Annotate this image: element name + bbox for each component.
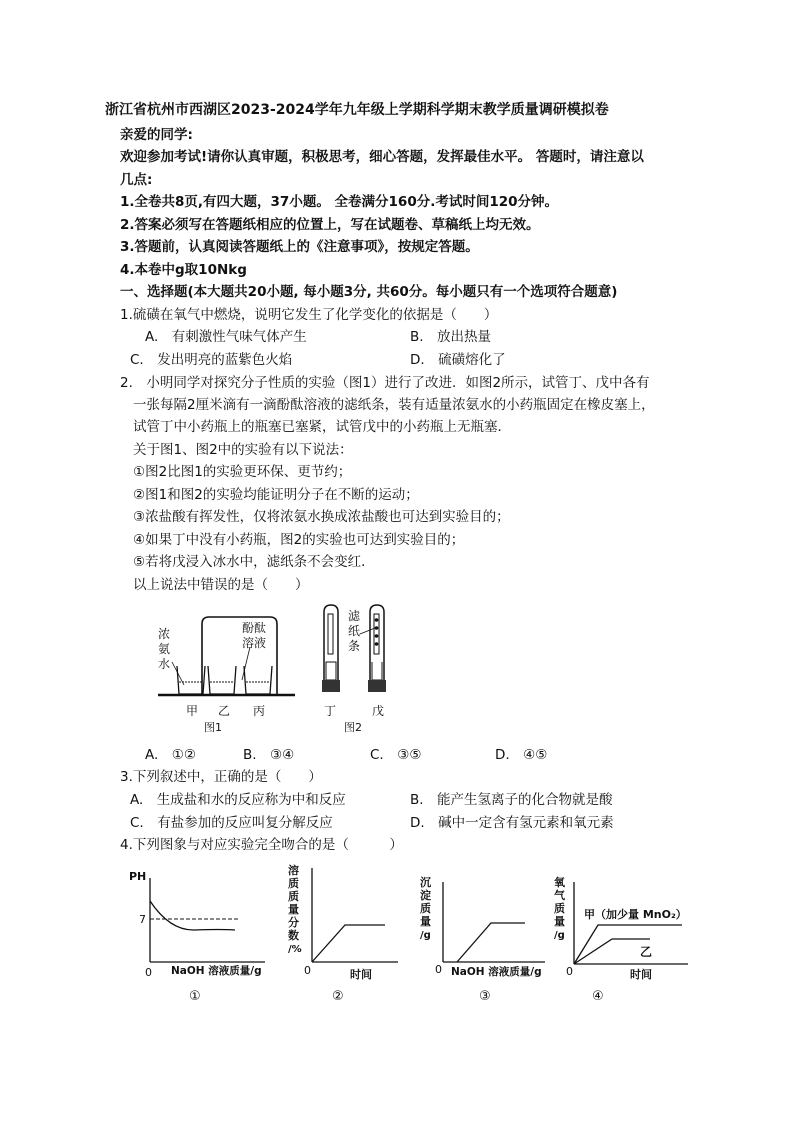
q2-statement-4: ④如果丁中没有小药瓶，图2的实验也可达到实验目的； — [133, 532, 465, 548]
fig2-paper-label-3: 条 — [348, 639, 361, 653]
q2-statement-3: ③浓盐酸有挥发性，仅将浓氨水换成浓盐酸也可达到实验目的； — [133, 509, 510, 525]
q2-statement-1: ①图2比图1的实验更环保、更节约； — [133, 464, 352, 480]
section-heading: 一、选择题(本大题共20小题, 每小题3分, 共60分。每小题只有一个选项符合题意) — [120, 284, 618, 300]
q2-option-b: B. ③④ — [243, 747, 295, 763]
q2-option-d: D. ④⑤ — [495, 747, 548, 763]
g4-ylabel-5: /g — [554, 930, 565, 941]
q3-option-c: C. 有盐参加的反应叫复分解反应 — [130, 815, 333, 831]
q4-graph-3-precipitate — [413, 872, 553, 1006]
g1-origin: 0 — [145, 966, 152, 979]
g2-ylabel-7: /% — [288, 944, 302, 955]
g2-ylabel-1: 溶 — [288, 864, 299, 877]
q1-option-a: A. 有刺激性气味气体产生 — [145, 329, 307, 345]
q2-statement-5: ⑤若将戊浸入冰水中，滤纸条不会变红． — [133, 554, 375, 570]
g1-ylabel: PH — [129, 870, 147, 883]
g4-ylabel-3: 质 — [554, 902, 565, 915]
g2-ylabel-2: 质 — [288, 877, 299, 890]
q1-option-c: C. 发出明亮的蓝紫色火焰 — [130, 352, 293, 368]
g3-origin: 0 — [435, 963, 442, 976]
q1-option-d: D. 硫磺熔化了 — [410, 352, 506, 368]
note-4: 4.本卷中g取10Nkg — [120, 262, 247, 278]
g4-origin: 0 — [566, 965, 573, 978]
g3-xlabel: NaOH 溶液质量/g — [451, 966, 542, 978]
fig1-caption: 图1 — [204, 721, 222, 734]
g4-xlabel: 时间 — [630, 968, 652, 981]
fig2-paper-label-2: 纸 — [348, 624, 361, 638]
g2-xlabel: 时间 — [350, 968, 372, 981]
g1-xlabel: NaOH 溶液质量/g — [171, 965, 262, 977]
note-1: 1.全卷共8页,有四大题，37小题。 全卷满分160分.考试时间120分钟。 — [120, 194, 559, 210]
fig1-phenol-label-1: 酚酞 — [242, 621, 267, 635]
g4-ylabel-2: 气 — [554, 889, 565, 902]
q2-line-4: 关于图1、图2中的实验有以下说法： — [133, 442, 353, 458]
q2-ask: 以上说法中错误的是（ ） — [133, 577, 309, 593]
q1-option-b: B. 放出热量 — [410, 329, 492, 345]
g2-ylabel-4: 量 — [288, 903, 299, 916]
page-title: 浙江省杭州市西湖区2023-2024学年九年级上学期科学期末教学质量调研模拟卷 — [105, 102, 609, 118]
q2-line-3: 试管丁中小药瓶上的瓶塞已塞紧，试管戊中的小药瓶上无瓶塞． — [133, 419, 511, 435]
fig2-label-ding: 丁 — [324, 704, 337, 718]
q4-graph-1-ph — [125, 866, 273, 1006]
g2-number: ② — [332, 989, 344, 1004]
g1-number: ① — [189, 989, 201, 1004]
g4-number: ④ — [592, 989, 604, 1004]
g4-ylabel-1: 氧 — [554, 876, 565, 889]
g4-ylabel-4: 量 — [554, 915, 565, 928]
q2-option-a: A. ①② — [145, 747, 196, 763]
fig1-ammonia-label-1: 浓 — [158, 627, 171, 641]
figure-2-test-tubes — [318, 600, 398, 735]
fig1-label-yi: 乙 — [218, 704, 231, 718]
g4-label-jia: 甲（加少量 MnO₂） — [584, 908, 687, 921]
figure-1-diffusion-apparatus — [150, 600, 300, 735]
fig1-ammonia-label-3: 水 — [158, 657, 171, 671]
q2-line-2: 一张每隔2厘米滴有一滴酚酞溶液的滤纸条，装有适量浓氨水的小药瓶固定在橡皮塞上， — [133, 397, 655, 413]
g2-origin: 0 — [304, 964, 311, 977]
q3-option-a: A. 生成盐和水的反应称为中和反应 — [130, 792, 346, 808]
q3-stem: 3.下列叙述中，正确的是（ ） — [120, 769, 322, 785]
q3-option-d: D. 碱中一定含有氢元素和氧元素 — [410, 815, 614, 831]
g3-ylabel-3: 质 — [420, 902, 431, 915]
q2-line-1: 2. 小明同学对探究分子性质的实验（图1）进行了改进．如图2所示，试管丁、戊中各有 — [120, 375, 650, 391]
g2-ylabel-5: 分 — [288, 916, 299, 929]
g2-ylabel-6: 数 — [288, 929, 299, 942]
note-3: 3.答题前，认真阅读答题纸上的《注意事项》，按规定答题。 — [120, 239, 479, 255]
fig1-ammonia-label-2: 氨 — [158, 642, 171, 656]
fig1-phenol-label-2: 溶液 — [242, 636, 267, 650]
q1-stem: 1.硫磺在氧气中燃烧，说明它发生了化学变化的依据是（ ） — [120, 307, 498, 323]
intro-line-2: 几点: — [120, 172, 153, 188]
fig1-label-jia: 甲 — [186, 704, 199, 718]
g3-number: ③ — [479, 989, 491, 1004]
note-2: 2.答案必须写在答题纸相应的位置上，写在试题卷、草稿纸上均无效。 — [120, 217, 540, 233]
g4-label-yi: 乙 — [640, 945, 653, 959]
g2-ylabel-3: 质 — [288, 890, 299, 903]
g3-ylabel-2: 淀 — [420, 889, 431, 902]
intro-line-1: 欢迎参加考试!请你认真审题，积极思考，细心答题，发挥最佳水平。 答题时，请注意以 — [120, 149, 644, 165]
q2-statement-2: ②图1和图2的实验均能证明分子在不断的运动； — [133, 487, 419, 503]
q3-option-b: B. 能产生氢离子的化合物就是酸 — [410, 792, 613, 808]
g3-ylabel-1: 沉 — [420, 876, 431, 889]
g3-ylabel-4: 量 — [420, 915, 431, 928]
greeting: 亲爱的同学: — [120, 127, 193, 143]
q2-option-c: C. ③⑤ — [370, 747, 422, 763]
q4-graph-4-oxygen — [550, 870, 700, 1006]
q4-graph-2-solute-fraction — [280, 858, 405, 1006]
q4-stem: 4.下列图象与对应实验完全吻合的是（ ） — [120, 837, 403, 853]
fig1-label-bing: 丙 — [253, 704, 266, 718]
g1-seven-tick: 7 — [139, 913, 146, 926]
fig2-label-wu: 戊 — [372, 704, 385, 718]
fig2-caption: 图2 — [344, 721, 362, 734]
fig2-paper-label-1: 滤 — [348, 609, 361, 623]
g3-ylabel-5: /g — [420, 930, 431, 941]
